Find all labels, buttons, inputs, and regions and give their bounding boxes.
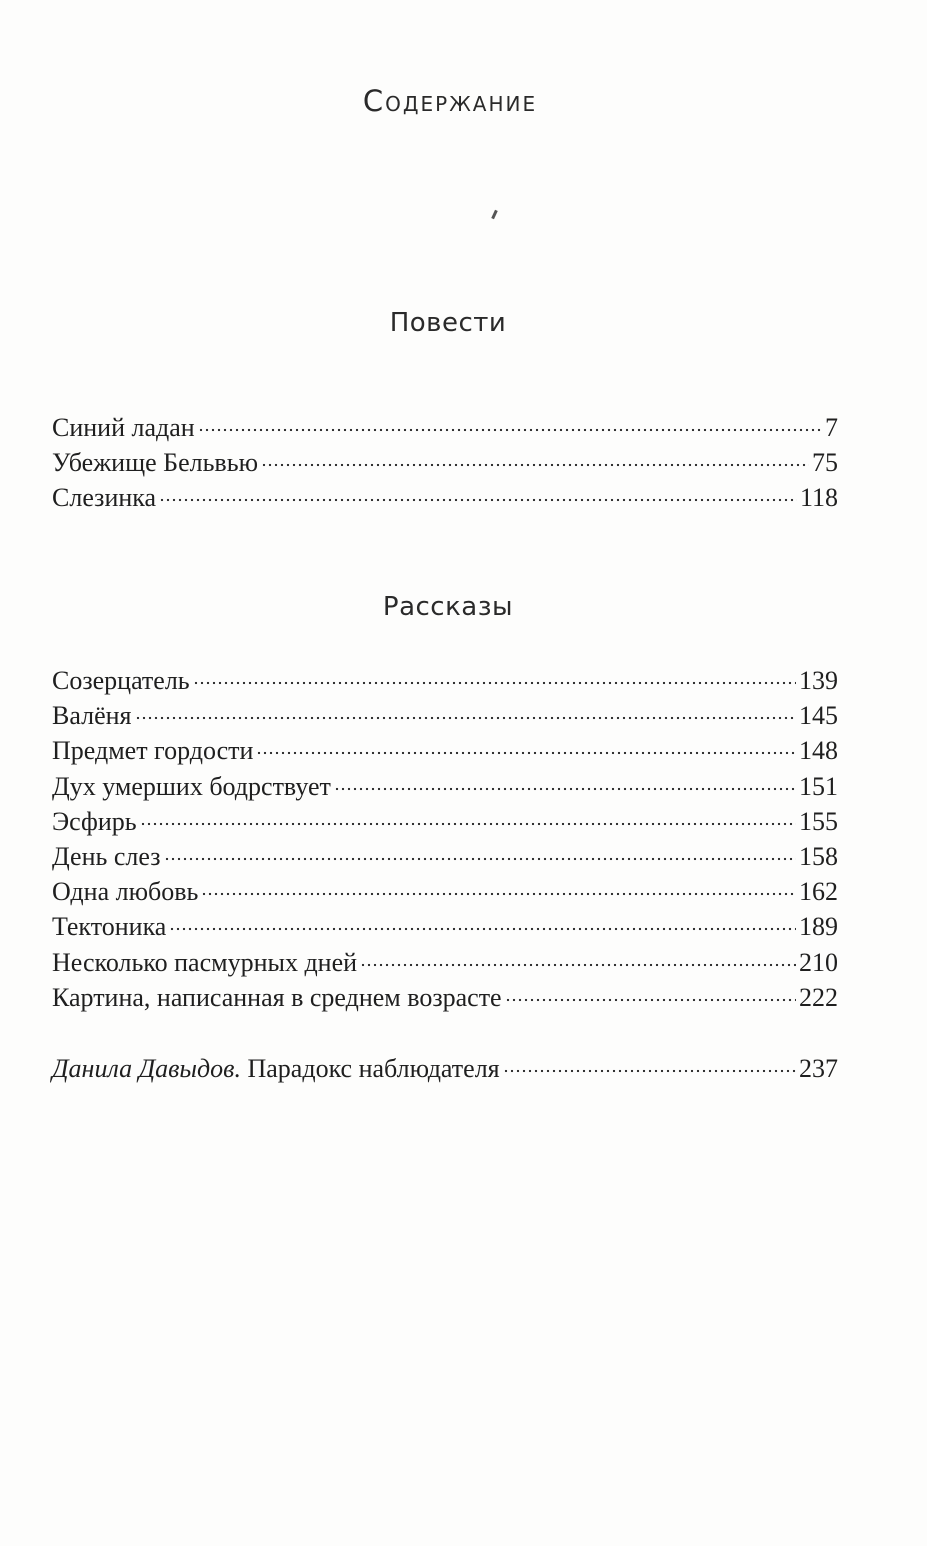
dot-leader bbox=[201, 891, 796, 897]
entry-page-number: 139 bbox=[799, 666, 838, 695]
toc-list-afterword bbox=[52, 1054, 838, 1089]
dot-leader bbox=[198, 427, 822, 433]
toc-entry[interactable] bbox=[52, 877, 838, 912]
dot-leader bbox=[164, 856, 796, 862]
entry-page-number: 7 bbox=[825, 413, 838, 442]
entry-page-number: 189 bbox=[799, 912, 838, 942]
toc-entry[interactable] bbox=[52, 912, 838, 947]
toc-list-rasskazy bbox=[52, 666, 838, 1018]
dot-leader bbox=[256, 750, 796, 756]
dot-leader bbox=[159, 497, 797, 503]
entry-page-number: 222 bbox=[799, 982, 838, 1012]
dot-leader bbox=[334, 786, 796, 792]
toc-entry[interactable] bbox=[52, 983, 838, 1018]
dot-leader bbox=[360, 962, 796, 968]
entry-title: Валёня bbox=[52, 701, 132, 731]
entry-title: Синий ладан bbox=[52, 413, 195, 442]
entry-page-number: 210 bbox=[799, 947, 838, 977]
toc-entry[interactable] bbox=[52, 948, 838, 983]
toc-entry[interactable] bbox=[52, 736, 838, 771]
dot-leader bbox=[261, 462, 809, 468]
afterword-author: Данила Давыдов. bbox=[52, 1054, 241, 1083]
page-title: Содержание bbox=[362, 84, 538, 118]
toc-entry[interactable] bbox=[52, 807, 838, 842]
entry-title: Несколько пасмурных дней bbox=[52, 947, 358, 977]
entry-page-number: 162 bbox=[799, 877, 838, 907]
entry-page-number: 75 bbox=[812, 448, 838, 478]
dot-leader bbox=[169, 926, 796, 932]
dot-leader bbox=[140, 821, 796, 827]
entry-page-number: 158 bbox=[799, 841, 838, 871]
entry-title: Убежище Бельвью bbox=[52, 448, 258, 478]
entry-title: Тектоника bbox=[52, 912, 167, 942]
entry-page-number: 151 bbox=[799, 771, 838, 801]
entry-title: Картина, написанная в среднем возрасте bbox=[52, 982, 502, 1012]
toc-entry[interactable] bbox=[52, 666, 838, 701]
dot-leader bbox=[503, 1068, 796, 1074]
afterword-title: Парадокс наблюдателя bbox=[247, 1054, 500, 1083]
entry-page-number: 145 bbox=[799, 701, 838, 731]
entry-title: Слезинка bbox=[52, 483, 157, 513]
entry-title bbox=[52, 1054, 500, 1084]
section-heading-rasskazy: Рассказы bbox=[382, 592, 514, 622]
toc-entry[interactable] bbox=[52, 413, 838, 448]
dot-leader bbox=[505, 997, 796, 1003]
toc-entry[interactable] bbox=[52, 842, 838, 877]
entry-page-number: 155 bbox=[799, 806, 838, 836]
toc-entry[interactable] bbox=[52, 772, 838, 807]
toc-entry[interactable] bbox=[52, 483, 838, 518]
entry-title: Эсфирь bbox=[52, 806, 137, 836]
entry-title: Предмет гордости bbox=[52, 736, 254, 766]
toc-entry[interactable] bbox=[52, 448, 838, 483]
entry-title: День слез bbox=[52, 841, 161, 871]
dot-leader bbox=[135, 715, 797, 721]
toc-entry-afterword[interactable] bbox=[52, 1054, 838, 1089]
ink-mark bbox=[491, 210, 498, 219]
toc-list-povesti bbox=[52, 413, 838, 519]
toc-entry[interactable] bbox=[52, 701, 838, 736]
dot-leader bbox=[193, 680, 796, 686]
entry-title: Дух умерших бодрствует bbox=[52, 771, 331, 801]
entry-title: Одна любовь bbox=[52, 877, 199, 907]
entry-title: Созерцатель bbox=[52, 666, 190, 695]
entry-page-number: 148 bbox=[799, 736, 838, 766]
section-heading-povesti: Повести bbox=[389, 308, 507, 338]
entry-page-number: 237 bbox=[799, 1054, 838, 1083]
entry-page-number: 118 bbox=[799, 483, 838, 513]
